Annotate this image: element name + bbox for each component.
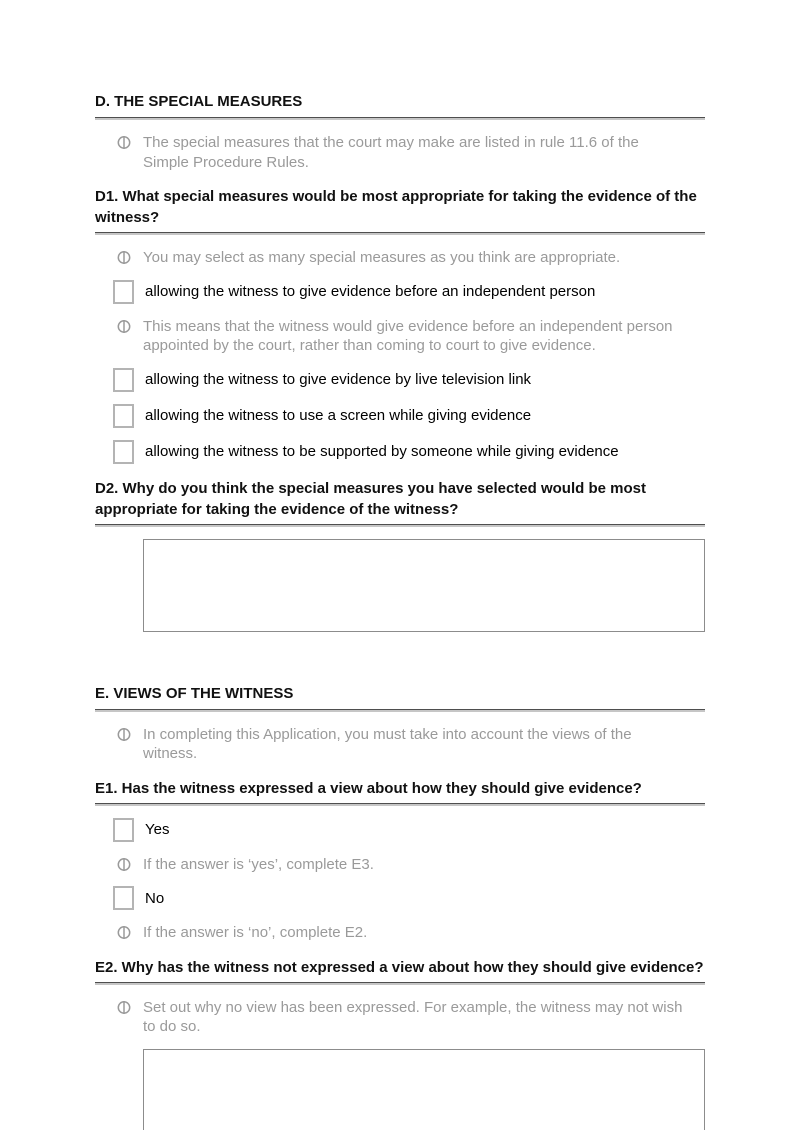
- checkbox-row-no: [95, 886, 705, 910]
- form-content: [95, 92, 705, 1130]
- checkbox-label: allowing the witness to give evidence before an independent person: [145, 283, 596, 300]
- checkbox-row-supporter: [95, 440, 705, 464]
- heading-rule: [95, 709, 705, 712]
- heading-rule: [95, 982, 705, 985]
- info-text: You may select as many special measures as you think are appropriate.: [143, 249, 621, 266]
- checkbox-label: Yes: [145, 821, 170, 838]
- heading-rule: [95, 524, 705, 527]
- info-text: Set out why no view has been expressed. For example, the witness may not wish to do so.: [143, 998, 683, 1035]
- supporter-checkbox[interactable]: [113, 440, 134, 464]
- info-icon: [117, 319, 131, 334]
- section-heading-d: D. THE SPECIAL MEASURES: [95, 93, 303, 110]
- info-icon: [117, 727, 131, 742]
- info-text: This means that the witness would give evidence before an independent person appointed by the court, rather than coming to court to give evidence.: [143, 317, 673, 354]
- checkbox-label: allowing the witness to use a screen while giving evidence: [145, 407, 532, 424]
- info-text: The special measures that the court may make are listed in rule 11.6 of the Simple Procedure Rules.: [143, 134, 639, 171]
- info-icon: [117, 925, 131, 940]
- info-note-section-e: [95, 725, 705, 764]
- info-icon: [117, 135, 131, 150]
- question-heading-e1: E1. Has the witness expressed a view about how they should give evidence?: [95, 779, 642, 797]
- screen-checkbox[interactable]: [113, 404, 134, 428]
- info-text: If the answer is ‘no’, complete E2.: [143, 924, 368, 941]
- info-note-yes: [95, 855, 705, 875]
- info-icon: [117, 1000, 131, 1015]
- section-spacer: [95, 632, 705, 684]
- checkbox-row-screen: [95, 404, 705, 428]
- checkbox-row-independent-person: [95, 280, 705, 304]
- info-note-d1: [95, 248, 705, 268]
- no-checkbox[interactable]: [113, 886, 134, 910]
- section-heading-e: E. VIEWS OF THE WITNESS: [95, 684, 294, 702]
- checkbox-label: allowing the witness to be supported by someone while giving evidence: [145, 443, 619, 460]
- heading-rule: [95, 803, 705, 806]
- yes-checkbox[interactable]: [113, 818, 134, 842]
- question-heading-d2: D2. Why do you think the special measures you have selected would be most appropriate for taking the evidence of the witness?: [95, 479, 646, 518]
- info-text: In completing this Application, you must take into account the views of the witness.: [143, 725, 632, 762]
- info-text: If the answer is ‘yes’, complete E3.: [143, 855, 374, 873]
- heading-rule: [95, 117, 705, 120]
- info-note-no: [95, 923, 705, 943]
- checkbox-row-yes: [95, 818, 705, 842]
- info-note-section-d: [95, 133, 705, 172]
- question-heading-d1: D1. What special measures would be most appropriate for taking the evidence of the witness?: [95, 188, 697, 226]
- e2-answer-textarea[interactable]: [143, 1049, 705, 1130]
- info-note-e2: [95, 998, 705, 1037]
- checkbox-label: allowing the witness to give evidence by live television link: [145, 371, 532, 388]
- heading-rule: [95, 232, 705, 235]
- d2-answer-textarea[interactable]: [143, 539, 705, 632]
- tv-link-checkbox[interactable]: [113, 368, 134, 392]
- independent-person-checkbox[interactable]: [113, 280, 134, 304]
- question-heading-e2: E2. Why has the witness not expressed a view about how they should give evidence?: [95, 958, 704, 976]
- checkbox-label: No: [145, 889, 165, 907]
- info-note-independent-person: [95, 317, 705, 356]
- checkbox-row-tv-link: [95, 368, 705, 392]
- info-icon: [117, 250, 131, 265]
- info-icon: [117, 857, 131, 872]
